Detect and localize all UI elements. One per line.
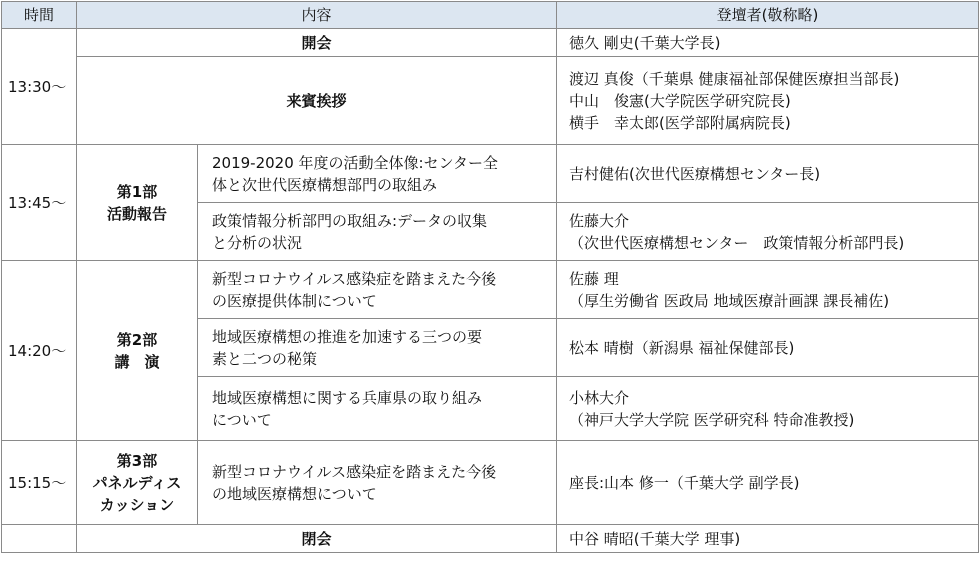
content-line: の医療提供体制について <box>212 291 377 310</box>
part3-speaker <box>557 441 979 525</box>
part1-label <box>77 145 198 261</box>
content-line: について <box>212 410 272 429</box>
greeting-label: 来賓挨拶 <box>77 57 557 145</box>
content-line: 政策情報分析部門の取組み:データの収集 <box>212 211 488 230</box>
content-line: 地域医療構想に関する兵庫県の取り組み <box>212 388 483 407</box>
greeting-speakers <box>557 57 979 145</box>
part3-label-2: パネルディス <box>92 473 182 492</box>
speaker-line: （厚生労働省 医政局 地域医療計画課 課長補佐) <box>569 291 890 310</box>
speaker-line: 吉村健佑(次世代医療構想センター長) <box>569 164 821 183</box>
content-line: 新型コロナウイルス感染症を踏まえた今後 <box>212 269 497 288</box>
part1-speaker-1 <box>557 145 979 203</box>
closing-speaker: 中谷 晴昭(千葉大学 理事) <box>557 525 979 553</box>
part1-row-1 <box>2 145 979 203</box>
greeting-speaker-3: 横手 幸太郎(医学部附属病院長) <box>569 113 791 132</box>
opening-row <box>2 29 979 57</box>
program-table <box>1 1 979 553</box>
time-1345: 13:45～ <box>2 145 77 261</box>
part1-label-2: 活動報告 <box>106 204 167 223</box>
header-content: 内容 <box>77 2 557 29</box>
opening-speaker: 徳久 剛史(千葉大学長) <box>557 29 979 57</box>
part2-label <box>77 261 198 441</box>
part1-content-2 <box>198 203 557 261</box>
part2-speaker-2 <box>557 319 979 377</box>
greeting-speaker-1: 渡辺 真俊（千葉県 健康福祉部保健医療担当部長) <box>569 69 900 88</box>
speaker-line: 佐藤大介 <box>569 211 630 230</box>
greeting-speaker-2: 中山 俊憲(大学院医学研究院長) <box>569 91 791 110</box>
closing-label: 閉会 <box>77 525 557 553</box>
part3-label <box>77 441 198 525</box>
speaker-line: 松本 晴樹（新潟県 福祉保健部長) <box>569 338 795 357</box>
part2-label-2: 講 演 <box>114 352 160 371</box>
part2-speaker-3 <box>557 377 979 441</box>
closing-time-empty <box>2 525 77 553</box>
part2-speaker-1 <box>557 261 979 319</box>
part1-speaker-2 <box>557 203 979 261</box>
content-line: 素と二つの秘策 <box>212 349 318 368</box>
part1-label-1: 第1部 <box>116 182 158 201</box>
part3-label-1: 第3部 <box>116 451 158 470</box>
part3-row <box>2 441 979 525</box>
content-line: 新型コロナウイルス感染症を踏まえた今後 <box>212 462 497 481</box>
content-line: の地域医療構想について <box>212 484 377 503</box>
speaker-line: 座長:山本 修一（千葉大学 副学長) <box>569 473 800 492</box>
speaker-line: （次世代医療構想センター 政策情報分析部門長) <box>569 233 905 252</box>
part2-content-3 <box>198 377 557 441</box>
speaker-line: 佐藤 理 <box>569 269 619 288</box>
time-1515: 15:15～ <box>2 441 77 525</box>
content-line: 2019-2020 年度の活動全体像:センター全 <box>212 153 498 172</box>
part3-content <box>198 441 557 525</box>
part2-label-1: 第2部 <box>116 330 158 349</box>
part1-content-1 <box>198 145 557 203</box>
header-time: 時間 <box>2 2 77 29</box>
closing-row <box>2 525 979 553</box>
part2-row-1 <box>2 261 979 319</box>
part2-content-2 <box>198 319 557 377</box>
part3-label-3: カッション <box>99 495 175 514</box>
opening-label: 開会 <box>77 29 557 57</box>
header-speaker: 登壇者(敬称略) <box>557 2 979 29</box>
time-1420: 14:20～ <box>2 261 77 441</box>
greeting-row <box>2 57 979 145</box>
content-line: と分析の状況 <box>212 233 303 252</box>
speaker-line: 小林大介 <box>569 388 630 407</box>
content-line: 体と次世代医療構想部門の取組み <box>212 175 438 194</box>
header-row <box>2 2 979 29</box>
speaker-line: （神戸大学大学院 医学研究科 特命准教授) <box>569 410 855 429</box>
content-line: 地域医療構想の推進を加速する三つの要 <box>212 327 483 346</box>
part2-content-1 <box>198 261 557 319</box>
time-1330: 13:30～ <box>2 29 77 145</box>
